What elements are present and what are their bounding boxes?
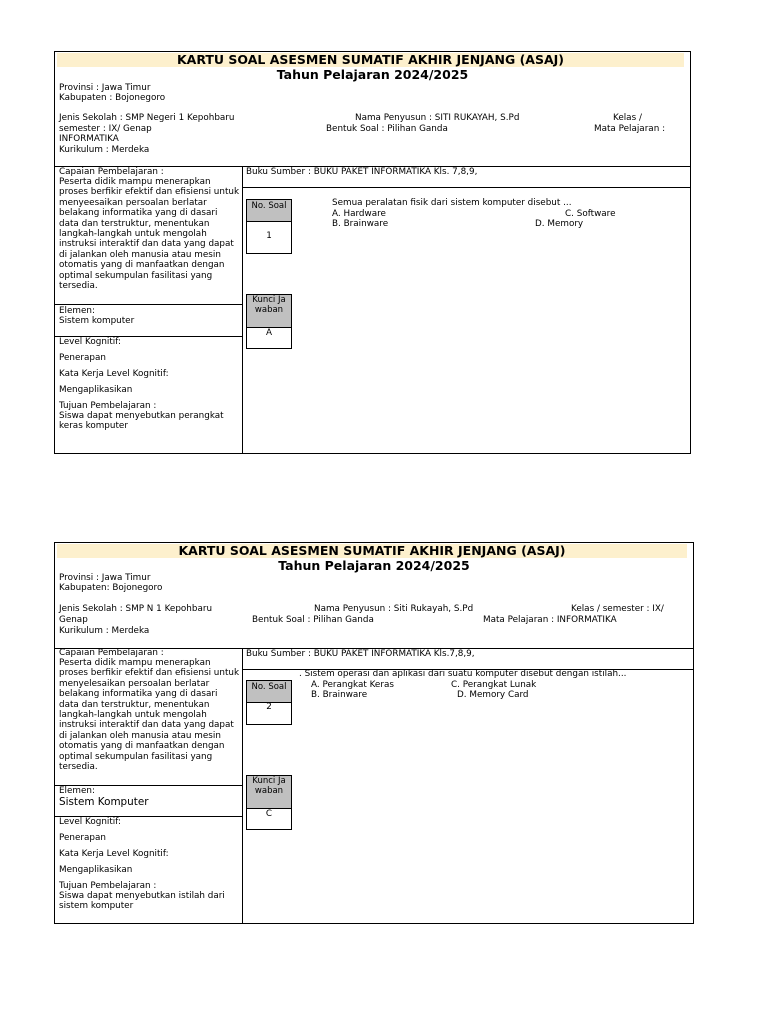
kata-kerja-value: Mengaplikasikan xyxy=(59,865,133,875)
elemen-value: Sistem Komputer xyxy=(59,796,149,808)
capaian-label: Capaian Pembelajaran : xyxy=(59,648,164,658)
provinsi-field: Provinsi : Jawa Timur xyxy=(59,573,151,583)
nama-penyusun-field: Nama Penyusun : Siti Rukayah, S.Pd xyxy=(314,604,474,614)
kunci-jawaban-label: Kunci Jawaban xyxy=(247,776,291,809)
kata-kerja-label: Kata Kerja Level Kognitif: xyxy=(59,369,169,379)
level-kognitif-value: Penerapan xyxy=(59,353,106,363)
card-title: KARTU SOAL ASESMEN SUMATIF AKHIR JENJANG (ASAJ) xyxy=(57,53,684,67)
elemen-label: Elemen: xyxy=(59,306,95,316)
no-soal-value: 2 xyxy=(266,702,272,712)
no-soal-label: No. Soal xyxy=(247,200,291,222)
kunci-jawaban-value: C xyxy=(265,809,273,819)
capaian-text: Peserta didik mampu menerapkan proses berfikir efektif dan efisiensi untuk menyelesaikan persoalan berlatar belakang informatika yang di dasari data dan terstruktur, menentukan langkah-langkah untuk mengolah instruksi interaktif dan data yang dapat di jalankan oleh manusia atau mesin otomatis yang di manfaatkan dengan optimal sekumpulan fasilitasi yang tersedia. xyxy=(59,658,240,773)
buku-sumber: Buku Sumber : BUKU PAKET INFORMATIKA Kls. 7,8,9, xyxy=(246,167,478,177)
jenis-sekolah-field: Jenis Sekolah : SMP Negeri 1 Kepohbaru xyxy=(59,113,235,123)
source-divider xyxy=(242,187,690,188)
kelas-semester-field: Kelas / semester : IX/ xyxy=(571,604,664,614)
mata-pelajaran-field: Mata Pelajaran : xyxy=(594,124,666,134)
option-d: D. Memory xyxy=(535,219,584,229)
kurikulum-field: Kurikulum : Merdeka xyxy=(59,626,150,636)
elemen-divider-top xyxy=(55,304,242,305)
kabupaten-field: Kabupaten: Bojonegoro xyxy=(59,583,163,593)
question-text: . Sistem operasi dan aplikasi dari suatu komputer disebut dengan istilah... xyxy=(299,669,627,679)
kata-kerja-value: Mengaplikasikan xyxy=(59,385,133,395)
level-kognitif-label: Level Kognitif: xyxy=(59,817,121,827)
level-kognitif-label: Level Kognitif: xyxy=(59,337,121,347)
kunci-jawaban-value: A xyxy=(265,328,273,338)
kelas-field: Kelas / xyxy=(613,113,642,123)
elemen-value: Sistem komputer xyxy=(59,316,135,326)
no-soal-box xyxy=(246,199,292,254)
kabupaten-field: Kabupaten : Bojonegoro xyxy=(59,93,166,103)
tujuan-label: Tujuan Pembelajaran : xyxy=(59,881,157,891)
level-kognitif-value: Penerapan xyxy=(59,833,106,843)
option-d: D. Memory Card xyxy=(457,690,529,700)
no-soal-value: 1 xyxy=(266,231,272,241)
kunci-jawaban-label: Kunci Jawaban xyxy=(247,295,291,328)
column-divider xyxy=(242,166,243,453)
option-b: B. Brainware xyxy=(311,690,368,700)
buku-sumber: Buku Sumber : BUKU PAKET INFORMATIKA Kls.7,8,9, xyxy=(246,649,475,659)
card-title: KARTU SOAL ASESMEN SUMATIF AKHIR JENJANG (ASAJ) xyxy=(57,544,687,558)
option-c: C. Perangkat Lunak xyxy=(451,680,537,690)
semester-field: semester : IX/ Genap xyxy=(59,124,152,134)
tujuan-text: Siswa dapat menyebutkan perangkat keras komputer xyxy=(59,411,224,432)
no-soal-box xyxy=(246,680,292,725)
tujuan-text: Siswa dapat menyebutkan istilah dari sistem komputer xyxy=(59,891,225,912)
kunci-jawaban-box xyxy=(246,294,292,349)
kata-kerja-label: Kata Kerja Level Kognitif: xyxy=(59,849,169,859)
capaian-text: Peserta didik mampu menerapkan proses berfikir efektif dan efisiensi untuk menyeesaikan persoalan berlatar belakang informatika yang di dasari data dan terstruktur, menentukan langkah-langkah untuk mengolah instruksi interaktif dan data yang dapat di jalankan oleh manusia atau mesin otomatis yang di manfaatkan dengan optimal sekumpulan fasilitasi yang tersedia. xyxy=(59,177,240,292)
question-text: Semua peralatan fisik dari sistem komputer disebut ... xyxy=(332,198,572,208)
card-subtitle: Tahun Pelajaran 2024/2025 xyxy=(278,558,470,573)
no-soal-label: No. Soal xyxy=(247,681,291,703)
bentuk-soal-field: Bentuk Soal : Pilihan Ganda xyxy=(252,615,374,625)
bentuk-soal-field: Bentuk Soal : Pilihan Ganda xyxy=(326,124,448,134)
capaian-label: Capaian Pembelajaran : xyxy=(59,167,164,177)
question-card-1 xyxy=(54,51,691,454)
question-card-2 xyxy=(54,542,694,924)
semester-value: Genap xyxy=(59,615,88,625)
mata-pelajaran-field: Mata Pelajaran : INFORMATIKA xyxy=(483,615,617,625)
mapel-value: INFORMATIKA xyxy=(59,134,119,144)
option-a: A. Hardware xyxy=(332,209,386,219)
elemen-label: Elemen: xyxy=(59,786,95,796)
kunci-jawaban-box xyxy=(246,775,292,830)
provinsi-field: Provinsi : Jawa Timur xyxy=(59,83,151,93)
option-c: C. Software xyxy=(565,209,616,219)
nama-penyusun-field: Nama Penyusun : SITI RUKAYAH, S.Pd xyxy=(355,113,520,123)
card-subtitle: Tahun Pelajaran 2024/2025 xyxy=(276,67,469,82)
jenis-sekolah-field: Jenis Sekolah : SMP N 1 Kepohbaru xyxy=(59,604,213,614)
column-divider xyxy=(242,648,243,923)
tujuan-label: Tujuan Pembelajaran : xyxy=(59,401,157,411)
kurikulum-field: Kurikulum : Merdeka xyxy=(59,145,150,155)
option-b: B. Brainware xyxy=(332,219,389,229)
option-a: A. Perangkat Keras xyxy=(311,680,394,690)
